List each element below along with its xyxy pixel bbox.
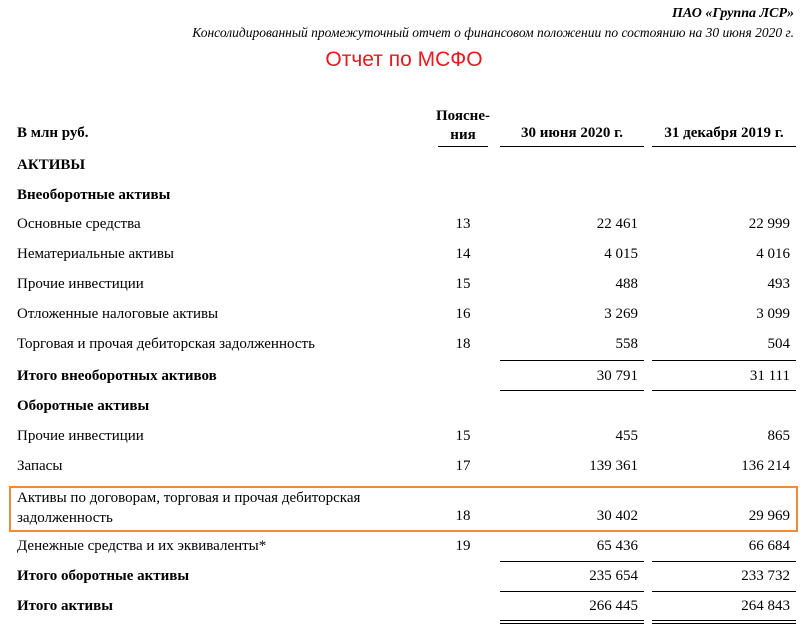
row-label: Итого оборотные активы <box>17 568 190 584</box>
subtotal-line <box>500 591 644 592</box>
row-value-2020: 65 436 <box>596 538 638 554</box>
subtotal-line <box>652 360 796 361</box>
row-value-2019: 865 <box>767 428 790 444</box>
row-value-2020: 235 654 <box>589 568 638 584</box>
ifrs-label: Отчет по МСФО <box>325 48 483 71</box>
row-value-2019: 233 732 <box>741 568 790 584</box>
row-note: 16 <box>455 306 471 322</box>
row-label: Прочие инвестиции <box>17 428 144 444</box>
row-label: Денежные средства и их эквиваленты* <box>17 538 267 554</box>
subtotal-line <box>652 591 796 592</box>
row-label-line1: Активы по договорам, торговая и прочая дебиторская <box>17 490 361 506</box>
note-header <box>432 107 494 145</box>
row-value-2020: 266 445 <box>589 598 638 614</box>
row-value-2020: 488 <box>615 276 638 292</box>
company-name: ПАО «Группа ЛСР» <box>672 6 794 21</box>
header-underline <box>500 146 644 147</box>
row-value-2020: 3 269 <box>604 306 638 322</box>
header-underline <box>438 146 488 147</box>
subtotal-line <box>500 360 644 361</box>
row-value-2020: 22 461 <box>596 216 638 232</box>
double-underline <box>500 623 644 624</box>
unit-header: В млн руб. <box>17 125 89 141</box>
row-note: 15 <box>455 276 471 292</box>
row-value-2019: 29 969 <box>748 508 790 524</box>
row-value-2020: 558 <box>615 336 638 352</box>
row-note: 18 <box>455 508 471 524</box>
row-label: АКТИВЫ <box>17 157 86 173</box>
row-label: Торговая и прочая дебиторская задолженность <box>17 336 315 352</box>
row-label: Оборотные активы <box>17 398 150 414</box>
row-label: Итого внеоборотных активов <box>17 368 217 384</box>
row-label: Отложенные налоговые активы <box>17 306 219 322</box>
row-note: 13 <box>455 216 471 232</box>
row-label: Внеоборотные активы <box>17 187 171 203</box>
row-label: Прочие инвестиции <box>17 276 144 292</box>
row-note: 19 <box>455 538 471 554</box>
double-underline <box>652 620 796 621</box>
row-value-2020: 4 015 <box>604 246 638 262</box>
row-label: Основные средства <box>17 216 141 232</box>
row-value-2019: 22 999 <box>748 216 790 232</box>
subtotal-line <box>652 561 796 562</box>
row-value-2020: 139 361 <box>589 458 638 474</box>
double-underline <box>500 620 644 621</box>
total-underline <box>500 390 644 391</box>
row-value-2020: 30 791 <box>596 368 638 384</box>
row-value-2020: 455 <box>615 428 638 444</box>
row-label-line2: задолженность <box>17 510 113 526</box>
row-label: Итого активы <box>17 598 113 614</box>
note-header-line1: Поясне- <box>436 108 490 124</box>
row-value-2019: 504 <box>767 336 790 352</box>
row-note: 14 <box>455 246 471 262</box>
column-header-2019: 31 декабря 2019 г. <box>664 125 784 141</box>
row-value-2019: 136 214 <box>741 458 790 474</box>
report-subtitle: Консолидированный промежуточный отчет о финансовом положении по состоянию на 30 июня 2020 г. <box>192 25 794 40</box>
row-value-2019: 66 684 <box>748 538 790 554</box>
note-header-line2: ния <box>450 127 476 143</box>
row-value-2019: 4 016 <box>756 246 790 262</box>
row-value-2019: 31 111 <box>749 368 790 384</box>
subtotal-line <box>500 561 644 562</box>
row-label <box>17 488 360 528</box>
row-value-2019: 3 099 <box>756 306 790 322</box>
row-value-2019: 493 <box>767 276 790 292</box>
row-value-2019: 264 843 <box>741 598 790 614</box>
row-value-2020: 30 402 <box>596 508 638 524</box>
header-underline <box>652 146 796 147</box>
column-header-2020: 30 июня 2020 г. <box>521 125 623 141</box>
row-label: Запасы <box>17 458 63 474</box>
total-underline <box>652 390 796 391</box>
row-label: Нематериальные активы <box>17 246 175 262</box>
row-note: 18 <box>455 336 471 352</box>
double-underline <box>652 623 796 624</box>
row-note: 15 <box>455 428 471 444</box>
row-note: 17 <box>455 458 471 474</box>
